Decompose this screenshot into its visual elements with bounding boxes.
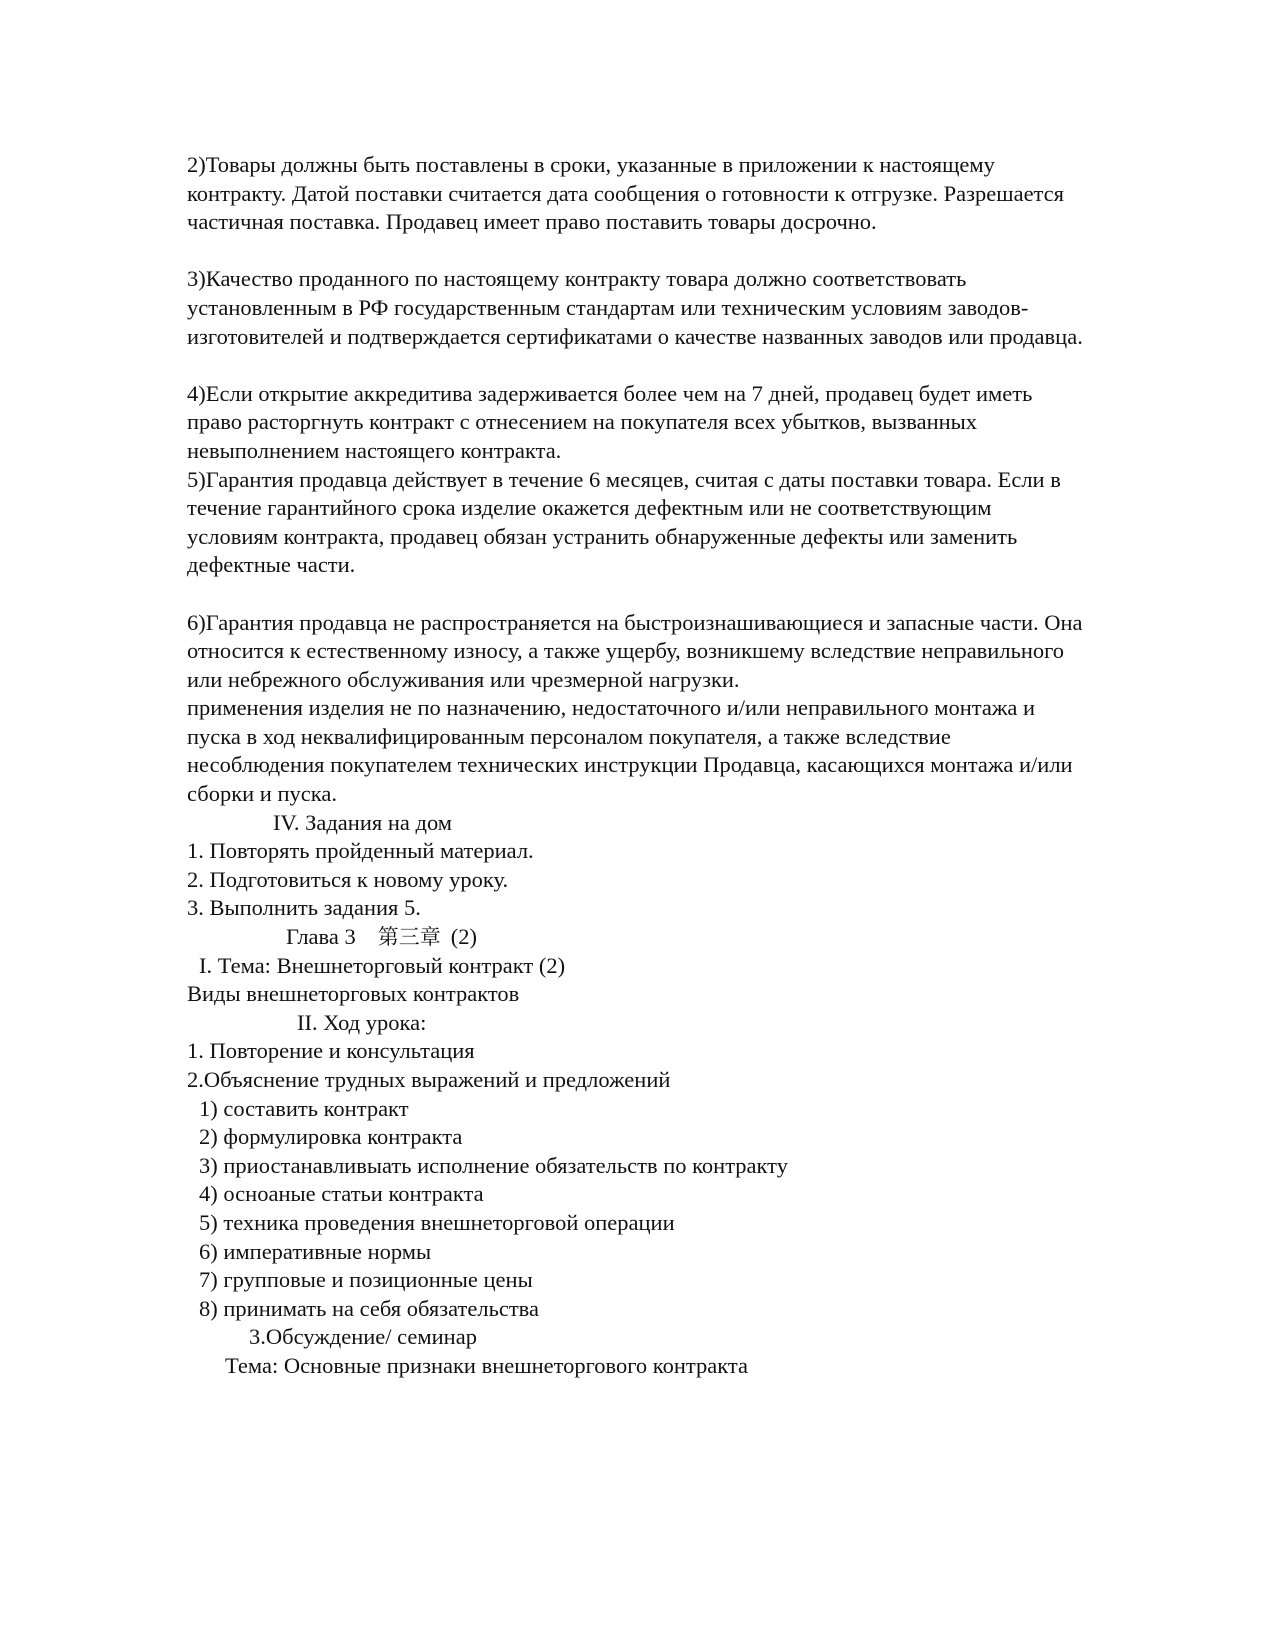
expression-item: 3) приостанавливыать исполнение обязательств по контракту bbox=[199, 1152, 788, 1178]
expression-item: 5) техника проведения внешнеторговой операции bbox=[199, 1209, 675, 1235]
lesson-step: 1. Повторение и консультация bbox=[187, 1038, 475, 1064]
expression-item: 4) осноаные статьи контракта bbox=[199, 1181, 484, 1207]
lesson-theme: I. Тема: Внешнеторговый контракт (2) bbox=[199, 952, 566, 978]
homework-item: 2. Подготовиться к новому уроку. bbox=[187, 866, 509, 892]
document-page bbox=[187, 151, 1087, 1381]
lesson-progress-heading: II. Ход урока: bbox=[297, 1009, 427, 1035]
homework-item: 1. Повторять пройденный материал. bbox=[187, 838, 534, 864]
paragraph-gap bbox=[187, 351, 1087, 380]
expression-item: 7) групповые и позиционные цены bbox=[199, 1267, 533, 1293]
paragraph-delivery-terms: 2)Товары должны быть поставлены в сроки, указанные в приложении к настоящему контракту. Датой поставки считается дата сообщения о готовности к отгрузке. Разрешается частичная поставка. Продавец имеет право поставить товары досрочно. bbox=[187, 152, 1064, 235]
seminar-topic: Тема: Основные признаки внешнеторгового контракта bbox=[225, 1352, 748, 1378]
lesson-subtheme: Виды внешнеторговых контрактов bbox=[187, 981, 520, 1007]
paragraph-gap bbox=[187, 237, 1087, 266]
paragraph-gap bbox=[187, 580, 1087, 609]
expression-item: 8) принимать на себя обязательства bbox=[199, 1295, 539, 1321]
expression-item: 1) составить контракт bbox=[199, 1095, 409, 1121]
chapter-ru: Глава 3 bbox=[286, 924, 356, 950]
chapter-number: (2) bbox=[450, 924, 477, 950]
lesson-step: 2.Объяснение трудных выражений и предложений bbox=[187, 1067, 671, 1092]
homework-item: 3. Выполнить задания 5. bbox=[187, 895, 421, 921]
chapter-heading bbox=[187, 923, 1087, 952]
paragraph-warranty-exclusions: 6)Гарантия продавца не распространяется на быстроизнашивающиеся и запасные части. Она относится к естественному износу, а также ущербу, возникшему вследствие неправильного или небрежного обслуживания или чрезмерной нагрузки. bbox=[187, 609, 1083, 692]
chapter-zh: 第三章 bbox=[377, 925, 441, 950]
paragraph-misuse: применения изделия не по назначению, недостаточного и/или неправильного монтажа и пуска в ход неквалифицированным персоналом покупателя, а также вследствие несоблюдения покупателем технических инструкции Продавца, касающихся монтажа и/или сборки и пуска. bbox=[187, 695, 1073, 807]
paragraph-warranty: 5)Гарантия продавца действует в течение 6 месяцев, считая с даты поставки товара. Если в течение гарантийного срока изделие окажется дефектным или не соответствующим условиям контракта, продавец обязан устранить обнаруженные дефекты или заменить дефектные части. bbox=[187, 466, 1061, 578]
paragraph-quality: 3)Качество проданного по настоящему контракту товара должно соответствовать установленным в РФ государственным стандартам или техническим условиям заводов-изготовителей и подтверждается сертификатами о качестве названных заводов или продавца. bbox=[187, 266, 1083, 349]
expression-item: 6) императивные нормы bbox=[199, 1238, 432, 1264]
paragraph-letter-of-credit: 4)Если открытие аккредитива задерживается более чем на 7 дней, продавец будет иметь право расторгнуть контракт с отнесением на покупателя всех убытков, вызванных невыполнением настоящего контракта. bbox=[187, 380, 1033, 463]
homework-heading: IV. Задания на дом bbox=[273, 809, 453, 835]
lesson-step: 3.Обсуждение/ семинар bbox=[249, 1324, 477, 1350]
expression-item: 2) формулировка контракта bbox=[199, 1124, 463, 1150]
